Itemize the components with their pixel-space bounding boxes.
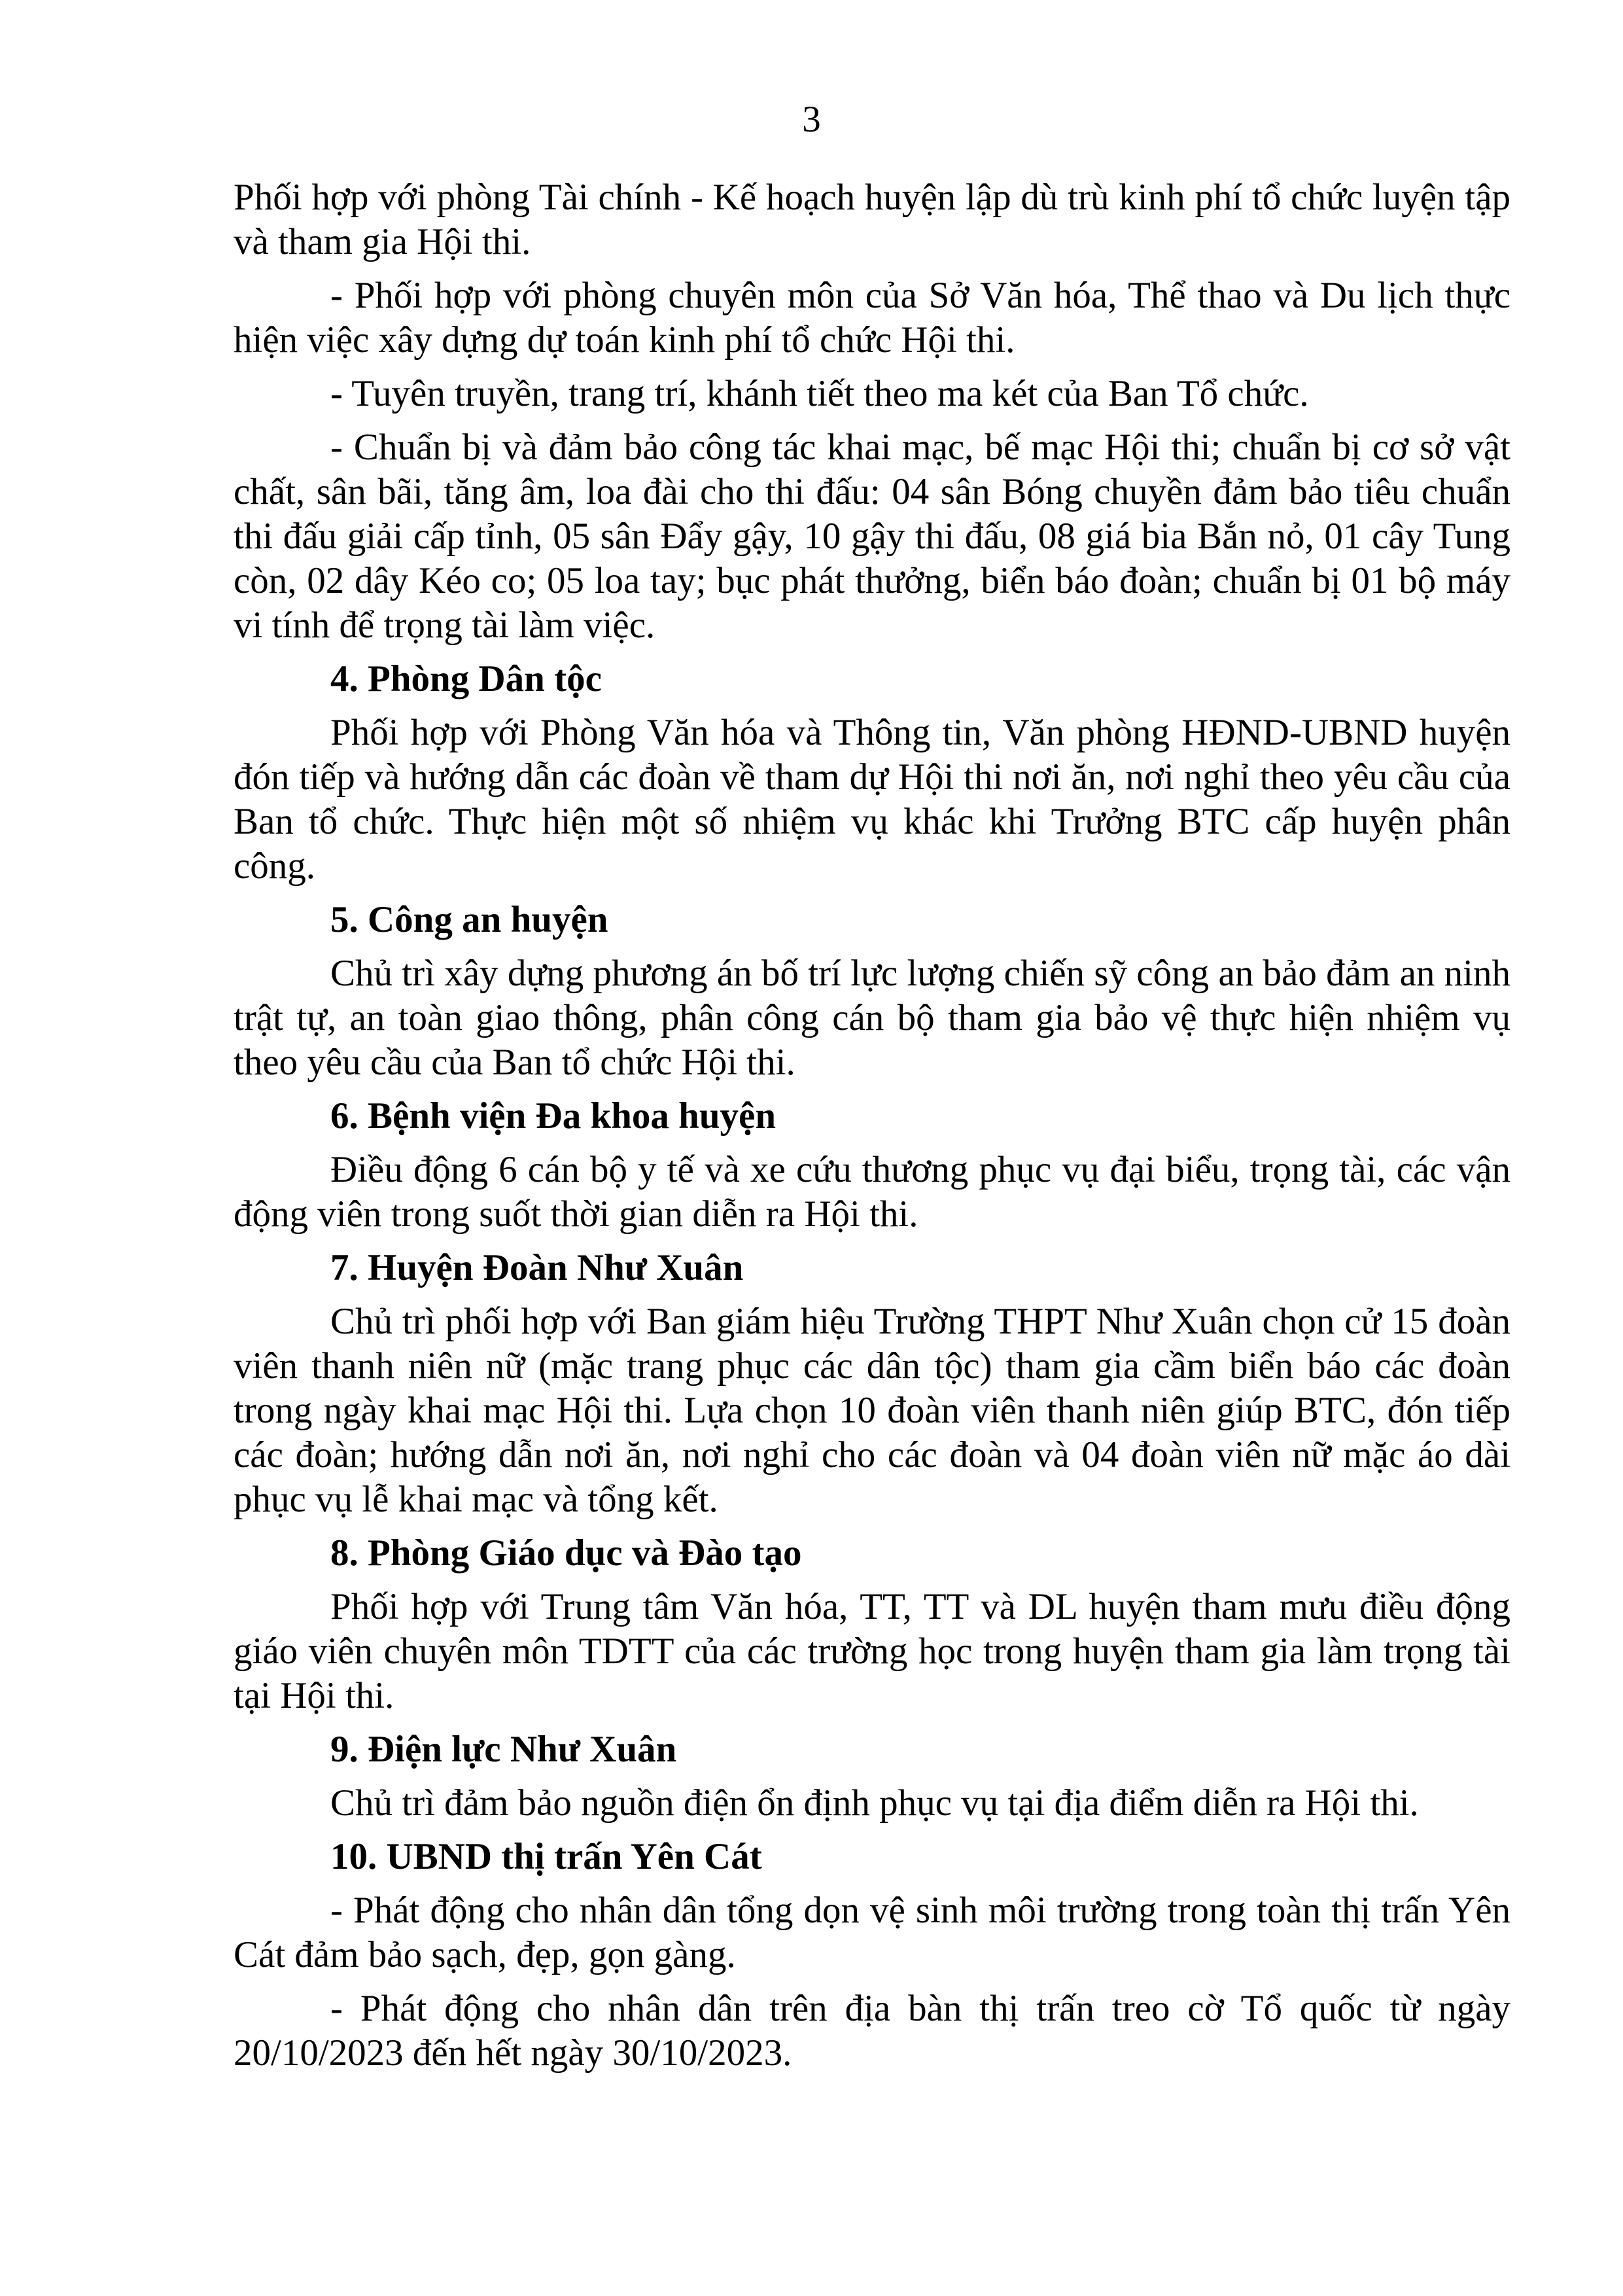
section-heading: 5. Công an huyện [330, 899, 608, 940]
paragraph: - Phối hợp với phòng chuyên môn của Sở Văn hóa, Thể thao và Du lịch thực hiện việc xây dựng dự toán kinh phí tổ chức Hội thi. [234, 275, 1510, 361]
document-body [234, 175, 1510, 2075]
paragraph: - Chuẩn bị và đảm bảo công tác khai mạc, bế mạc Hội thi; chuẩn bị cơ sở vật chất, sân bãi, tăng âm, loa đài cho thi đấu: 04 sân Bóng chuyền đảm bảo tiêu chuẩn thi đấu giải cấp tỉnh, 05 sân Đẩy gậy, 10 gậy thi đấu, 08 giá bia Bắn nỏ, 01 cây Tung còn, 02 dây Kéo co; 05 loa tay; bục phát thưởng, biển báo đoàn; chuẩn bị 01 bộ máy vi tính để trọng tài làm việc. [234, 427, 1510, 646]
page-number: 3 [802, 99, 821, 140]
paragraph: Chủ trì phối hợp với Ban giám hiệu Trường THPT Như Xuân chọn cử 15 đoàn viên thanh niên nữ (mặc trang phục các dân tộc) tham gia cầm biển báo các đoàn trong ngày khai mạc Hội thi. Lựa chọn 10 đoàn viên thanh niên giúp BTC, đón tiếp các đoàn; hướng dẫn nơi ăn, nơi nghỉ cho các đoàn và 04 đoàn viên nữ mặc áo dài phục vụ lễ khai mạc và tổng kết. [234, 1301, 1510, 1520]
paragraph: Điều động 6 cán bộ y tế và xe cứu thương phục vụ đại biểu, trọng tài, các vận động viên trong suốt thời gian diễn ra Hội thi. [234, 1149, 1510, 1235]
paragraph: - Phát động cho nhân dân trên địa bàn thị trấn treo cờ Tổ quốc từ ngày 20/10/2023 đến hết ngày 30/10/2023. [234, 1988, 1510, 2074]
paragraph: - Phát động cho nhân dân tổng dọn vệ sinh môi trường trong toàn thị trấn Yên Cát đảm bảo sạch, đẹp, gọn gàng. [234, 1890, 1510, 1975]
paragraph: - Tuyên truyền, trang trí, khánh tiết theo ma két của Ban Tổ chức. [330, 373, 1309, 414]
paragraph: Chủ trì đảm bảo nguồn điện ổn định phục vụ tại địa điểm diễn ra Hội thi. [330, 1782, 1419, 1824]
section-heading: 4. Phòng Dân tộc [330, 658, 602, 699]
paragraph: Phối hợp với Phòng Văn hóa và Thông tin, Văn phòng HĐND-UBND huyện đón tiếp và hướng dẫn các đoàn về tham dự Hội thi nơi ăn, nơi nghỉ theo yêu cầu của Ban tổ chức. Thực hiện một số nhiệm vụ khác khi Trưởng BTC cấp huyện phân công. [234, 712, 1510, 887]
paragraph: Phối hợp với phòng Tài chính - Kế hoạch huyện lập dù trù kinh phí tổ chức luyện tập và tham gia Hội thi. [234, 177, 1510, 262]
section-heading: 6. Bệnh viện Đa khoa huyện [330, 1095, 777, 1137]
section-heading: 8. Phòng Giáo dục và Đào tạo [330, 1532, 802, 1574]
paragraph: Phối hợp với Trung tâm Văn hóa, TT, TT và DL huyện tham mưu điều động giáo viên chuyên môn TDTT của các trường học trong huyện tham gia làm trọng tài tại Hội thi. [234, 1586, 1510, 1716]
section-heading: 10. UBND thị trấn Yên Cát [330, 1836, 762, 1877]
section-heading: 9. Điện lực Như Xuân [330, 1729, 677, 1770]
section-heading: 7. Huyện Đoàn Như Xuân [330, 1247, 744, 1288]
paragraph: Chủ trì xây dựng phương án bố trí lực lượng chiến sỹ công an bảo đảm an ninh trật tự, an toàn giao thông, phân công cán bộ tham gia bảo vệ thực hiện nhiệm vụ theo yêu cầu của Ban tổ chức Hội thi. [234, 953, 1510, 1083]
